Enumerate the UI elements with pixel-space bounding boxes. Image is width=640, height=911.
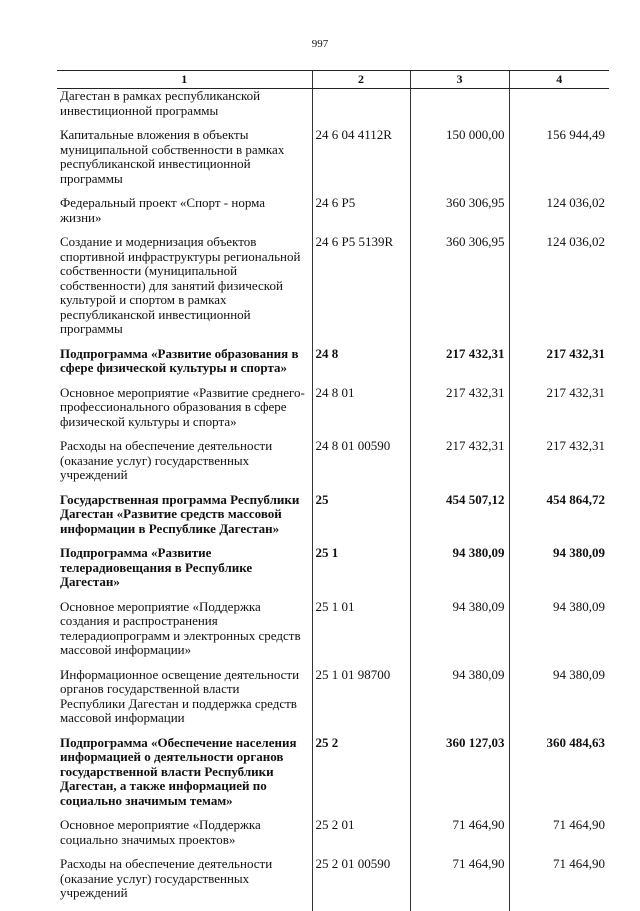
row-value-col4: 71 464,90 xyxy=(509,857,609,911)
row-code: 24 8 xyxy=(312,347,410,386)
row-name: Основное мероприятие «Поддержка социально значимых проектов» xyxy=(60,817,261,847)
row-value-col3: 150 000,00 xyxy=(410,128,509,196)
row-value-col3: 360 306,95 xyxy=(410,235,509,347)
row-value-col4: 217 432,31 xyxy=(509,386,609,440)
header-col-4: 4 xyxy=(509,71,609,89)
table-row xyxy=(57,857,609,911)
row-code: 25 1 01 xyxy=(312,600,410,668)
header-col-2: 2 xyxy=(312,71,410,89)
row-code: 24 8 01 00590 xyxy=(312,439,410,493)
row-value-col3: 217 432,31 xyxy=(410,347,509,386)
table-row xyxy=(57,818,609,857)
table-row xyxy=(57,128,609,196)
row-value-col3: 217 432,31 xyxy=(410,386,509,440)
row-value-col4: 94 380,09 xyxy=(509,546,609,600)
row-name: Создание и модернизация объектов спортивной инфраструктуры региональной собственности (муниципальной собственности) для занятий физической культурой и спортом в рамках республиканской инвестиционной программы xyxy=(60,234,301,336)
row-code: 25 2 xyxy=(312,736,410,819)
row-name: Расходы на обеспечение деятельности (оказание услуг) государственных учреждений xyxy=(60,438,273,482)
row-name: Дагестан в рамках республиканской инвестиционной программы xyxy=(60,88,261,118)
row-code: 25 1 xyxy=(312,546,410,600)
row-name: Государственная программа Республики Дагестан «Развитие средств массовой информации в Республике Дагестан» xyxy=(60,491,300,536)
page-number: 997 xyxy=(311,38,329,50)
row-value-col3: 94 380,09 xyxy=(410,600,509,668)
row-value-col4: 71 464,90 xyxy=(509,818,609,857)
table-row xyxy=(57,235,609,347)
row-name: Капитальные вложения в объекты муниципальной собственности в рамках республиканской инвестиционной программы xyxy=(60,127,285,186)
table-row xyxy=(57,600,609,668)
row-code: 25 1 01 98700 xyxy=(312,668,410,736)
row-value-col4: 94 380,09 xyxy=(509,600,609,668)
row-name: Подпрограмма «Развитие телерадиовещания в Республике Дагестан» xyxy=(60,545,253,589)
table-row xyxy=(57,493,609,547)
table-row xyxy=(57,347,609,386)
row-value-col4: 124 036,02 xyxy=(509,235,609,347)
row-value-col4: 94 380,09 xyxy=(509,668,609,736)
row-value-col4: 454 864,72 xyxy=(509,493,609,547)
table-row xyxy=(57,386,609,440)
header-row xyxy=(57,71,609,89)
row-value-col4: 156 944,49 xyxy=(509,128,609,196)
table-row xyxy=(57,736,609,819)
row-value-col4: 217 432,31 xyxy=(509,347,609,386)
header-col-1: 1 xyxy=(57,71,312,89)
row-name: Расходы на обеспечение деятельности (оказание услуг) государственных учреждений xyxy=(60,856,273,900)
row-value-col3: 217 432,31 xyxy=(410,439,509,493)
row-name: Информационное освещение деятельности органов государственной власти Республики Дагестан и поддержка средств массовой информации xyxy=(60,666,300,725)
row-value-col3: 454 507,12 xyxy=(410,493,509,547)
table-row xyxy=(57,196,609,235)
table-row xyxy=(57,439,609,493)
row-value-col3: 71 464,90 xyxy=(410,857,509,911)
row-code: 25 2 01 00590 xyxy=(312,857,410,911)
row-code: 24 6 P5 xyxy=(312,196,410,235)
row-name: Подпрограмма «Развитие образования в сфере физической культуры и спорта» xyxy=(60,345,299,375)
row-value-col3 xyxy=(410,89,509,129)
row-code: 25 2 01 xyxy=(312,818,410,857)
budget-table xyxy=(57,70,609,911)
table-body xyxy=(57,89,609,911)
row-value-col4: 124 036,02 xyxy=(509,196,609,235)
row-value-col4: 360 484,63 xyxy=(509,736,609,819)
row-value-col4 xyxy=(509,89,609,129)
row-code: 24 6 P5 5139R xyxy=(312,235,410,347)
row-code: 24 6 04 4112R xyxy=(312,128,410,196)
table-row xyxy=(57,89,609,129)
row-value-col3: 94 380,09 xyxy=(410,546,509,600)
table-row xyxy=(57,668,609,736)
row-value-col3: 71 464,90 xyxy=(410,818,509,857)
row-value-col3: 360 306,95 xyxy=(410,196,509,235)
row-name: Подпрограмма «Обеспечение населения информацией о деятельности органов государственной власти Республики Дагестан, а также информацией по социально значимым темам» xyxy=(60,734,297,808)
row-value-col3: 94 380,09 xyxy=(410,668,509,736)
row-name: Федеральный проект «Спорт - норма жизни» xyxy=(60,195,266,225)
row-code: 25 xyxy=(312,493,410,547)
row-name: Основное мероприятие «Поддержка создания и распространения телерадиопрограмм и электронных средств массовой информации» xyxy=(60,598,301,657)
row-name: Основное мероприятие «Развитие среднего-профессионального образования в сфере физической культуры и спорта» xyxy=(60,384,305,429)
table-row xyxy=(57,546,609,600)
row-value-col3: 360 127,03 xyxy=(410,736,509,819)
row-code xyxy=(312,89,410,129)
row-code: 24 8 01 xyxy=(312,386,410,440)
header-col-3: 3 xyxy=(410,71,509,89)
table-header xyxy=(57,71,609,89)
row-value-col4: 217 432,31 xyxy=(509,439,609,493)
